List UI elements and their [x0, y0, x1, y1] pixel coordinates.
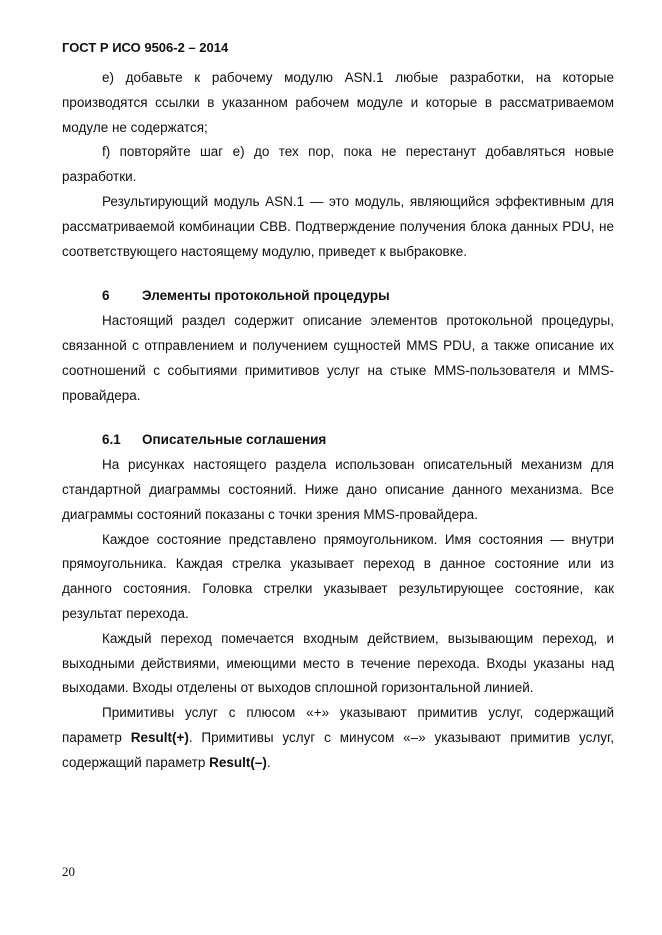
section-6-heading: [62, 284, 614, 309]
section-6-title: Элементы протокольной процедуры: [142, 288, 390, 304]
paragraph-e: е) добавьте к рабочему модулю ASN.1 любые разработки, на которые производятся ссылки в указанном рабочем модуле и которые в рассматриваемом модуле не содержатся;: [62, 70, 614, 135]
p4-bold-result-plus: Result(+): [130, 729, 189, 745]
section-6-number: 6: [102, 288, 110, 304]
p4-text-3: .: [266, 754, 271, 770]
paragraph-f: f) повторяйте шаг е) до тех пор, пока не перестанут добавляться новые разработки.: [62, 144, 614, 185]
page-number: 20: [62, 864, 75, 879]
paragraph-result-module: Результирующий модуль ASN.1 — это модуль, являющийся эффективным для рассматриваемой комбинации СВВ. Подтверждение получения блока данных PDU, не соответствующего настоящему модулю, приведет к выбраковке.: [62, 193, 614, 259]
section-6-1-paragraph-3: Каждый переход помечается входным действием, вызывающим переход, и выходными действиями, имеющими место в течение перехода. Входы указаны над выходами. Входы отделены от выходов сплошной горизонтальной линией.: [62, 630, 614, 696]
document-header: ГОСТ Р ИСО 9506-2 – 2014: [62, 40, 229, 55]
section-6-1-paragraph-4: [62, 701, 614, 775]
section-6-1-paragraph-2: Каждое состояние представлено прямоугольником. Имя состояния — внутри прямоугольника. Каждая стрелка указывает переход в данное состояние или из данного состояния. Головка стрелки указывает результирующее состояние, как результат перехода.: [62, 531, 614, 621]
section-6-1-paragraph-1: На рисунках настоящего раздела использован описательный механизм для стандартной диаграммы состояний. Ниже дано описание данного механизма. Все диаграммы состояний показаны с точки зрения MMS-провайдера.: [62, 457, 614, 522]
p4-text-1: Примитивы услуг с плюсом «+» указывают примитив услуг, содержащий параметр: [62, 705, 614, 745]
section-6-1-heading: [62, 428, 614, 453]
section-6-1-title: Описательные соглашения: [142, 432, 327, 448]
section-6-paragraph: Настоящий раздел содержит описание элементов протокольной процедуры, связанной с отправлением и получением сущностей MMS PDU, а также описание их соотношений с событиями примитивов услуг на стыке MMS-пользователя и MMS-провайдера.: [62, 313, 614, 403]
p4-text-2: . Примитивы услуг с минусом «–» указывают примитив услуг, содержащий параметр: [62, 729, 614, 770]
page-content: [62, 66, 614, 776]
p4-bold-result-minus: Result(–): [209, 754, 267, 770]
section-6-1-number: 6.1: [102, 432, 121, 448]
